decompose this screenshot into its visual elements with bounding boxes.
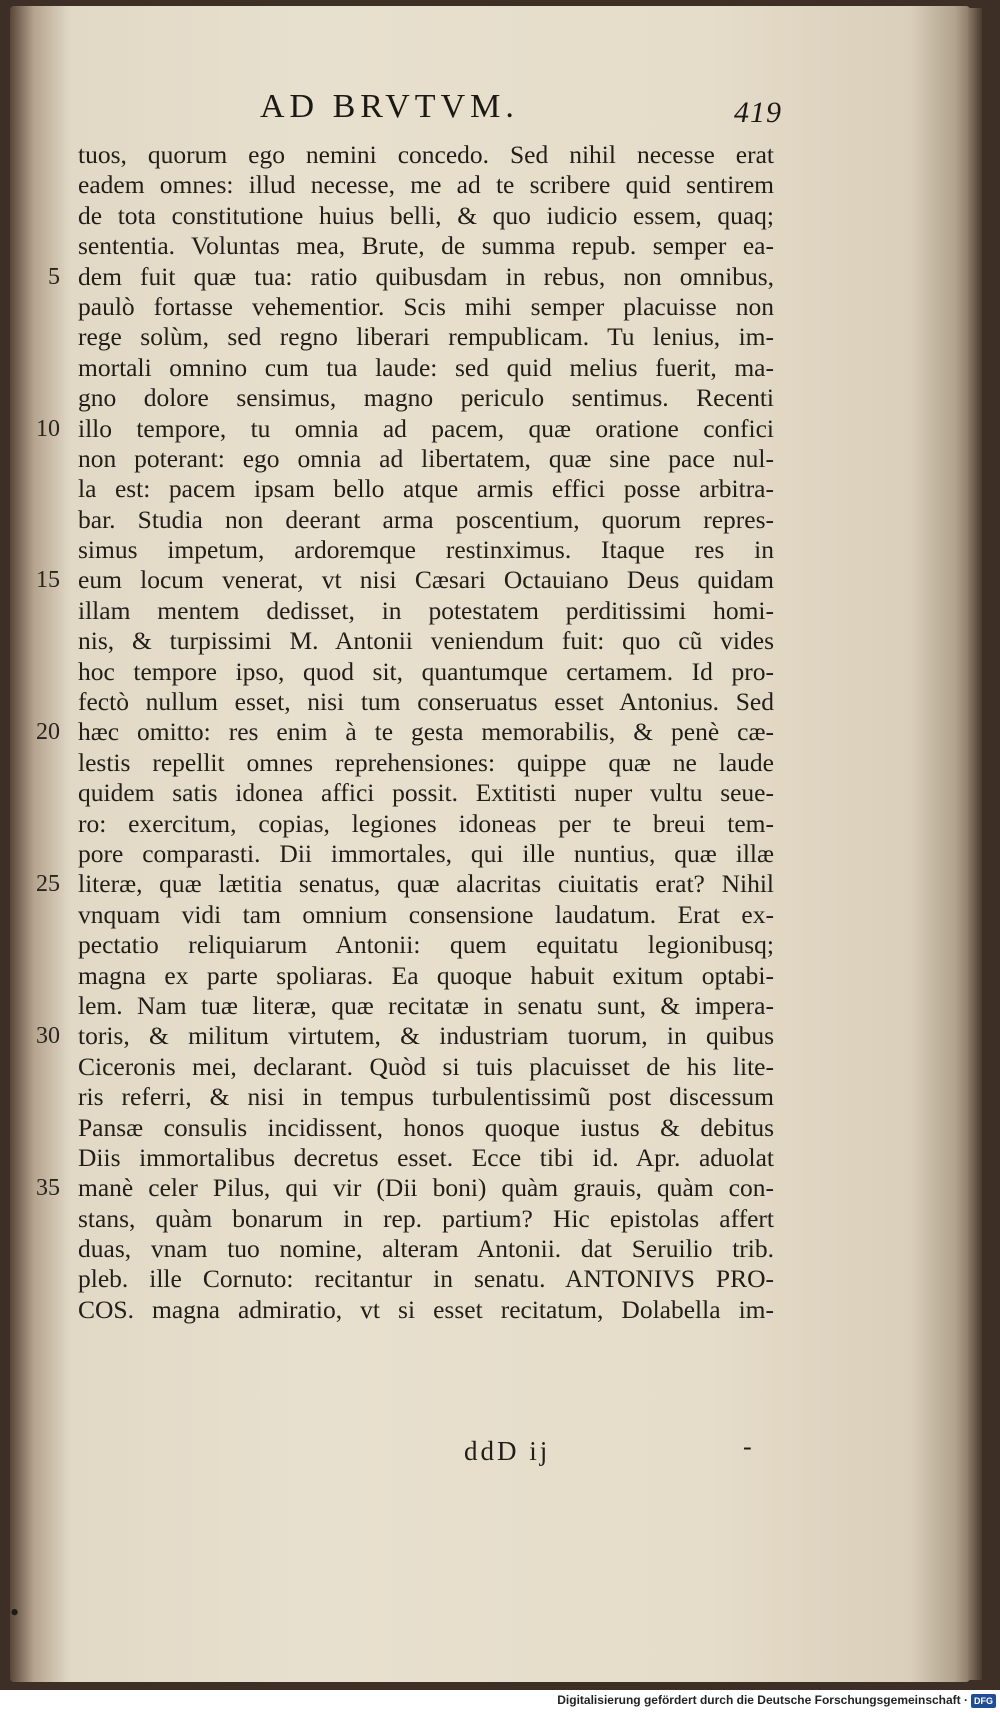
text-line xyxy=(78,596,774,626)
text-line xyxy=(78,1264,774,1294)
text-line xyxy=(48,261,774,292)
line-text: nis, & turpissimi M. Antonii veniendum fuit: quo cũ vides xyxy=(78,626,774,656)
line-text: ris referri, & nisi in tempus turbulentissimũ post discessum xyxy=(78,1082,774,1112)
text-block xyxy=(36,140,774,1325)
text-line xyxy=(78,991,774,1021)
ink-mark: - xyxy=(743,1432,752,1461)
text-line xyxy=(78,322,774,352)
text-line xyxy=(78,535,774,565)
line-text: fectò nullum esset, nisi tum conseruatus esset Antonius. Sed xyxy=(78,687,774,717)
text-line xyxy=(78,1295,774,1325)
text-line xyxy=(78,1082,774,1112)
text-line xyxy=(78,839,774,869)
dfg-logo: DFG xyxy=(971,1694,996,1708)
text-line xyxy=(78,809,774,839)
line-number: 35 xyxy=(36,1175,60,1202)
text-line xyxy=(78,900,774,930)
text-line xyxy=(78,930,774,960)
line-text: pleb. ille Cornuto: recitantur in senatu. ANTONIVS PRO- xyxy=(78,1264,774,1294)
text-line xyxy=(78,474,774,504)
line-text: vnquam vidi tam omnium consensione laudatum. Erat ex- xyxy=(78,899,774,929)
text-line xyxy=(78,353,774,383)
line-text: pore comparasti. Dii immortales, qui ille nuntius, quæ illæ xyxy=(78,838,774,868)
line-text: gno dolore sensimus, magno periculo sentimus. Recenti xyxy=(78,383,774,413)
text-line xyxy=(78,201,774,231)
text-line xyxy=(78,748,774,778)
text-line xyxy=(36,717,774,747)
line-text: quidem satis idonea affici possit. Extitisti nuper vultu seue- xyxy=(78,778,774,808)
text-line xyxy=(78,505,774,535)
line-number: 10 xyxy=(36,415,60,442)
page-number: 419 xyxy=(734,96,782,129)
line-text: eadem omnes: illud necesse, me ad te scribere quid sentirem xyxy=(78,170,774,200)
line-text: la est: pacem ipsam bello atque armis effici posse arbitra- xyxy=(78,474,774,504)
text-line xyxy=(78,961,774,991)
text-line xyxy=(78,1143,774,1173)
line-number: 15 xyxy=(36,567,60,594)
running-head-title: AD BRVTVM. xyxy=(260,88,519,125)
footer-credit: Digitalisierung gefördert durch die Deutsche Forschungsgemeinschaft · xyxy=(557,1693,968,1707)
ink-mark: • xyxy=(10,1598,20,1627)
line-text: bar. Studia non deerant arma poscentium, quorum repres- xyxy=(78,504,774,534)
line-text: pectatio reliquiarum Antonii: quem equitatu legionibusq; xyxy=(78,930,774,960)
line-text: rege solùm, sed regno liberari rempublicam. Tu lenius, im- xyxy=(78,322,774,352)
line-number: 25 xyxy=(36,871,60,898)
line-text: illo tempore, tu omnia ad pacem, quæ oratione confici xyxy=(78,413,774,443)
line-text: Ciceronis mei, declarant. Quòd si tuis placuisset de his lite- xyxy=(78,1051,774,1081)
line-text: magna ex parte spoliaras. Ea quoque habuit exitum optabi- xyxy=(78,960,774,990)
line-text: paulò fortasse vehementior. Scis mihi semper placuisse non xyxy=(78,291,774,321)
line-text: non poterant: ego omnia ad libertatem, quæ sine pace nul- xyxy=(78,443,774,473)
line-text: literæ, quæ lætitia senatus, quæ alacritas ciuitatis erat? Nihil xyxy=(78,869,774,899)
text-line xyxy=(36,1173,774,1203)
text-line xyxy=(78,778,774,808)
text-line xyxy=(78,140,774,170)
line-number: 30 xyxy=(36,1023,60,1050)
line-text: simus impetum, ardoremque restinximus. Itaque res in xyxy=(78,535,774,565)
line-number: 5 xyxy=(48,263,60,290)
text-line xyxy=(78,444,774,474)
line-text: mortali omnino cum tua laude: sed quid melius fuerit, ma- xyxy=(78,352,774,382)
text-line xyxy=(78,383,774,413)
line-text: illam mentem dedisset, in potestatem perditissimi homi- xyxy=(78,595,774,625)
line-text: stans, quàm bonarum in rep. partium? Hic epistolas affert xyxy=(78,1203,774,1233)
line-text: duas, vnam tuo nomine, alteram Antonii. dat Seruilio trib. xyxy=(78,1234,774,1264)
line-text: Pansæ consulis incidissent, honos quoque iustus & debitus xyxy=(78,1112,774,1142)
page-edge xyxy=(968,8,982,1680)
text-line xyxy=(78,292,774,322)
text-line xyxy=(78,1204,774,1234)
line-number: 20 xyxy=(36,719,60,746)
line-text: lestis repellit omnes reprehensiones: quippe quæ ne laude xyxy=(78,747,774,777)
line-text: dem fuit quæ tua: ratio quibusdam in rebus, non omnibus, xyxy=(78,261,774,291)
signature-mark: ddD ij xyxy=(464,1436,551,1466)
line-text: eum locum venerat, vt nisi Cæsari Octauiano Deus quidam xyxy=(78,565,774,595)
text-line xyxy=(78,626,774,656)
line-text: toris, & militum virtutem, & industriam tuorum, in quibus xyxy=(78,1021,774,1051)
line-text: ro: exercitum, copias, legiones idoneas per te breui tem- xyxy=(78,808,774,838)
text-line xyxy=(78,170,774,200)
line-text: Diis immortalibus decretus esset. Ecce tibi id. Apr. aduolat xyxy=(78,1142,774,1172)
line-text: COS. magna admiratio, vt si esset recitatum, Dolabella im- xyxy=(78,1294,774,1324)
text-line xyxy=(36,565,774,595)
line-text: manè celer Pilus, qui vir (Dii boni) quàm grauis, quàm con- xyxy=(78,1173,774,1203)
text-line xyxy=(78,1113,774,1143)
line-text: hoc tempore ipso, quod sit, quantumque certamem. Id pro- xyxy=(78,656,774,686)
line-text: tuos, quorum ego nemini concedo. Sed nihil necesse erat xyxy=(78,140,774,169)
line-text: hæc omitto: res enim à te gesta memorabilis, & penè cæ- xyxy=(78,717,774,747)
text-line xyxy=(36,869,774,899)
text-line xyxy=(36,413,774,444)
line-text: de tota constitutione huius belli, & quo iudicio essem, quaq; xyxy=(78,200,774,230)
line-text: sententia. Voluntas mea, Brute, de summa repub. semper ea- xyxy=(78,231,774,261)
text-line xyxy=(78,231,774,261)
text-line xyxy=(78,687,774,717)
text-line xyxy=(36,1021,774,1051)
text-line xyxy=(78,1234,774,1264)
text-line xyxy=(78,657,774,687)
line-text: lem. Nam tuæ literæ, quæ recitatæ in senatu sunt, & impera- xyxy=(78,990,774,1020)
text-line xyxy=(78,1052,774,1082)
digitization-footer xyxy=(0,1690,1000,1713)
